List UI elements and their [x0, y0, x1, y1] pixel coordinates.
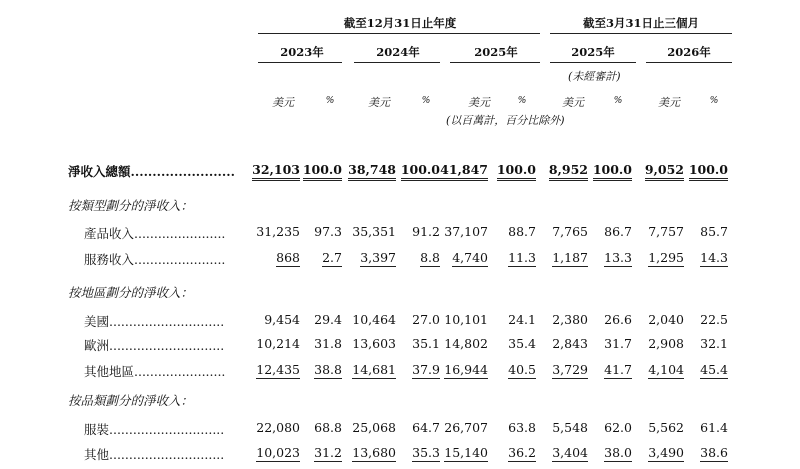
- cell: 35.1: [412, 336, 440, 351]
- row-label-europe: 歐洲.............................: [84, 338, 225, 353]
- cell: 8,952: [549, 162, 588, 177]
- unit-usd: 美元: [562, 96, 584, 109]
- cell: 3,404: [552, 445, 588, 460]
- header-group-quarterly-rule: [550, 33, 732, 34]
- row-label-total: 淨收入總額........................: [68, 164, 235, 179]
- row-label-product: 產品收入.......................: [84, 226, 226, 241]
- year-rule-5: [646, 62, 732, 63]
- cell: 26,707: [444, 420, 488, 435]
- unit-pct: %: [709, 96, 719, 106]
- cell: 10,464: [352, 312, 396, 327]
- cell: 25,068: [352, 420, 396, 435]
- cell: 91.2: [412, 224, 440, 239]
- cell: 2,040: [648, 312, 684, 327]
- cell: 63.8: [508, 420, 536, 435]
- year-header-2025: 2025年: [474, 45, 518, 59]
- cell: 24.1: [508, 312, 536, 327]
- row-label-service: 服務收入.......................: [84, 252, 226, 267]
- cell: 45.4: [700, 362, 728, 377]
- unit-pct: %: [517, 96, 527, 106]
- cell: 31.7: [604, 336, 632, 351]
- cell: 7,757: [648, 224, 684, 239]
- cell: 14,681: [352, 362, 396, 377]
- cell: 3,397: [360, 250, 396, 265]
- cell: 100.0: [689, 162, 728, 177]
- cell: 36.2: [508, 445, 536, 460]
- cell: 3,490: [648, 445, 684, 460]
- cell: 11.3: [508, 250, 536, 265]
- row-label-other: 其他.............................: [84, 447, 225, 462]
- unit-pct: %: [325, 96, 335, 106]
- cell: 2.7: [322, 250, 342, 265]
- cell: 868: [276, 250, 300, 265]
- cell: 7,765: [552, 224, 588, 239]
- cell: 9,454: [264, 312, 300, 327]
- cell: 13.3: [604, 250, 632, 265]
- cell: 41,847: [440, 162, 488, 177]
- cell: 4,104: [648, 362, 684, 377]
- year-rule-3: [450, 62, 540, 63]
- cell: 97.3: [314, 224, 342, 239]
- cell: 85.7: [700, 224, 728, 239]
- section-by-category: 按品類劃分的淨收入：: [68, 393, 194, 408]
- header-group-annual: 截至12月31日止年度: [343, 16, 457, 30]
- cell: 10,214: [256, 336, 300, 351]
- cell: 64.7: [412, 420, 440, 435]
- cell: 100.0: [593, 162, 632, 177]
- section-by-region: 按地區劃分的淨收入：: [68, 285, 194, 300]
- cell: 62.0: [604, 420, 632, 435]
- cell: 12,435: [256, 362, 300, 377]
- section-by-type: 按類型劃分的淨收入：: [68, 198, 194, 213]
- cell: 1,187: [552, 250, 588, 265]
- cell: 32.1: [700, 336, 728, 351]
- cell: 10,023: [256, 445, 300, 460]
- cell: 22,080: [256, 420, 300, 435]
- cell: 32,103: [252, 162, 300, 177]
- cell: 4,740: [452, 250, 488, 265]
- cell: 27.0: [412, 312, 440, 327]
- cell: 2,908: [648, 336, 684, 351]
- cell: 9,052: [645, 162, 684, 177]
- cell: 37.9: [412, 362, 440, 377]
- year-header-2024: 2024年: [376, 45, 420, 59]
- cell: 2,843: [552, 336, 588, 351]
- row-label-apparel: 服裝.............................: [84, 422, 225, 437]
- cell: 16,944: [444, 362, 488, 377]
- unit-usd: 美元: [272, 96, 294, 109]
- cell: 35.3: [412, 445, 440, 460]
- cell: 35,351: [352, 224, 396, 239]
- cell: 14,802: [444, 336, 488, 351]
- row-label-us: 美國.............................: [84, 314, 225, 329]
- cell: 13,603: [352, 336, 396, 351]
- cell: 31.8: [314, 336, 342, 351]
- cell: 68.8: [314, 420, 342, 435]
- cell: 13,680: [352, 445, 396, 460]
- cell: 86.7: [604, 224, 632, 239]
- cell: 5,562: [648, 420, 684, 435]
- year-rule-2: [354, 62, 440, 63]
- cell: 26.6: [604, 312, 632, 327]
- unit-usd: 美元: [658, 96, 680, 109]
- cell: 35.4: [508, 336, 536, 351]
- unit-note: (以百萬計，百分比除外): [446, 114, 565, 127]
- year-header-2026-q: 2026年: [667, 45, 711, 59]
- year-header-2023: 2023年: [280, 45, 324, 59]
- cell: 41.7: [604, 362, 632, 377]
- cell: 31.2: [314, 445, 342, 460]
- unit-usd: 美元: [468, 96, 490, 109]
- cell: 61.4: [700, 420, 728, 435]
- row-label-other-region: 其他地區.......................: [84, 364, 226, 379]
- year-rule-4: [550, 62, 636, 63]
- cell: 88.7: [508, 224, 536, 239]
- cell: 5,548: [552, 420, 588, 435]
- cell: 14.3: [700, 250, 728, 265]
- cell: 2,380: [552, 312, 588, 327]
- cell: 38,748: [348, 162, 396, 177]
- year-rule-1: [258, 62, 342, 63]
- unaudited-note: (未經審計): [568, 70, 621, 83]
- cell: 100.0: [401, 162, 440, 177]
- cell: 29.4: [314, 312, 342, 327]
- cell: 38.8: [314, 362, 342, 377]
- cell: 38.0: [604, 445, 632, 460]
- header-group-annual-rule: [258, 33, 540, 34]
- cell: 31,235: [256, 224, 300, 239]
- cell: 38.6: [700, 445, 728, 460]
- cell: 37,107: [444, 224, 488, 239]
- year-header-2025-q: 2025年: [571, 45, 615, 59]
- cell: 22.5: [700, 312, 728, 327]
- cell: 100.0: [497, 162, 536, 177]
- unit-pct: %: [421, 96, 431, 106]
- cell: 100.0: [303, 162, 342, 177]
- cell: 15,140: [444, 445, 488, 460]
- unit-usd: 美元: [368, 96, 390, 109]
- cell: 8.8: [420, 250, 440, 265]
- header-group-quarterly: 截至3月31日止三個月: [582, 16, 699, 30]
- cell: 10,101: [444, 312, 488, 327]
- unit-pct: %: [613, 96, 623, 106]
- cell: 3,729: [552, 362, 588, 377]
- cell: 1,295: [648, 250, 684, 265]
- cell: 40.5: [508, 362, 536, 377]
